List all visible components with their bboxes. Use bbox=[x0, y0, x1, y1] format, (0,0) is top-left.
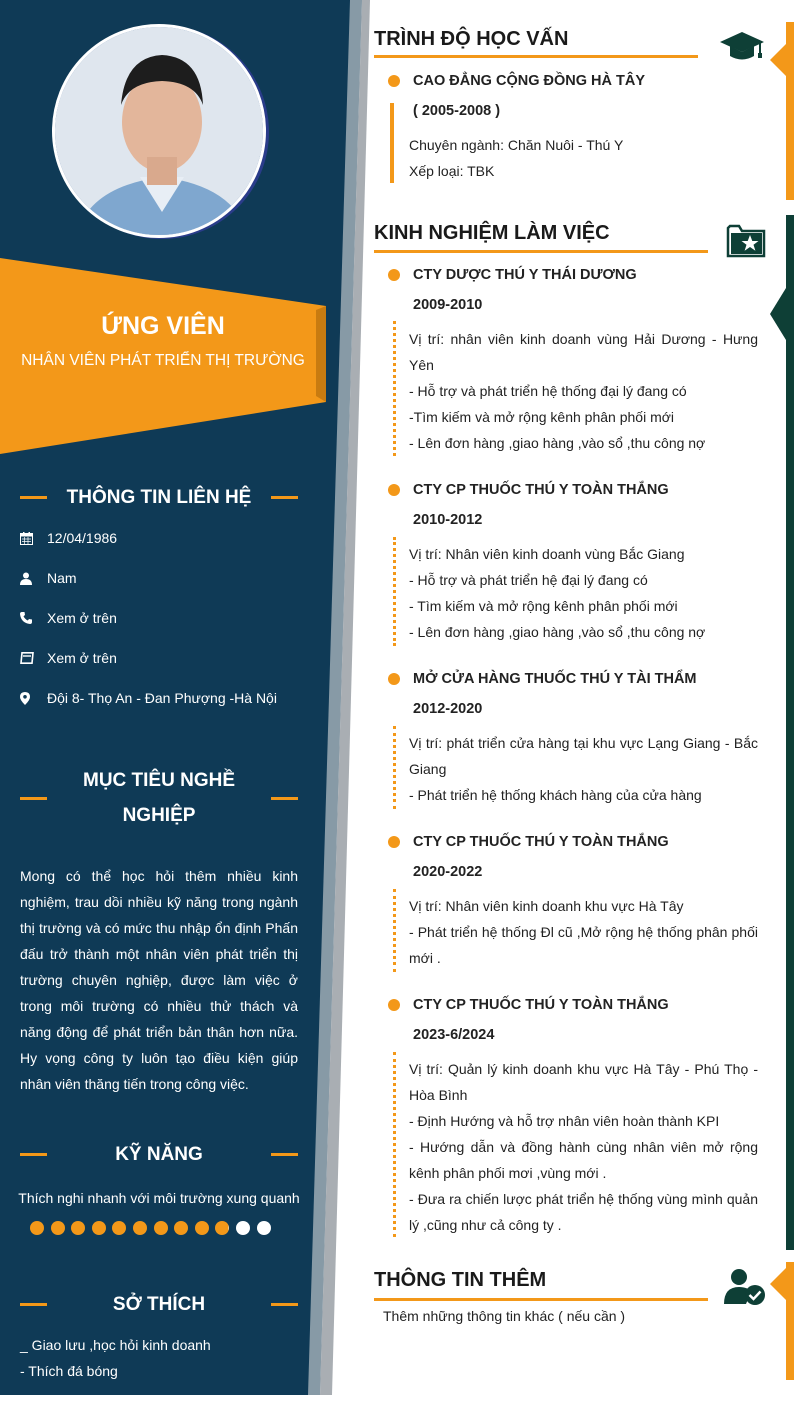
skill-item: Thích nghi nhanh với môi trường xung quanh bbox=[18, 1190, 300, 1206]
objective-title-line2: NGHIỆP bbox=[122, 805, 196, 826]
hobbies-heading bbox=[20, 1287, 298, 1322]
timeline-bullet bbox=[388, 999, 400, 1011]
job-detail-line: - Phát triển hệ thống Đl cũ ,Mở rộng hệ thống phân phối mới . bbox=[409, 924, 758, 966]
skill-dot bbox=[174, 1221, 188, 1235]
hobbies-title: SỞ THÍCH bbox=[112, 1294, 206, 1315]
calendar-icon bbox=[20, 530, 47, 546]
job-detail-line: - Lên đơn hàng ,giao hàng ,vào sổ ,thu công nợ bbox=[409, 624, 706, 640]
skill-dot bbox=[30, 1221, 44, 1235]
heading-bar-right bbox=[271, 1153, 298, 1156]
section-side-marker bbox=[770, 288, 786, 340]
contact-heading bbox=[20, 480, 298, 515]
hobby-item: _ Giao lưu ,học hỏi kinh doanh bbox=[20, 1337, 211, 1353]
extra-text: Thêm những thông tin khác ( nếu cần ) bbox=[383, 1308, 626, 1324]
job-years: 2009-2010 bbox=[413, 297, 483, 313]
extra-heading: THÔNG TIN THÊM bbox=[374, 1269, 547, 1291]
timeline-dotted-line bbox=[393, 321, 396, 456]
section-side-bar bbox=[786, 1262, 794, 1380]
map-pin-icon bbox=[20, 690, 47, 706]
objective-text: Mong có thể học hỏi thêm nhiều kinh nghiệm, trau dồi nhiều kỹ năng trong ngành thị trường và có mức thu nhập ổn định Phấn đấu trở thành một nhân viên phát triển thị trường chuyên nghiệp, được làm việc ở trong môi trường có nhiều thử thách và năng động để phát triển bản thân hơn nữa. Hy vọng công ty luôn tạo điều kiện giúp nhân viên thăng tiến trong công việc. bbox=[20, 868, 298, 1092]
heading-bar-right bbox=[271, 1303, 298, 1306]
timeline-dotted-line bbox=[393, 889, 396, 972]
job-detail-line: - Phát triển hệ thống khách hàng của cửa hàng bbox=[409, 787, 702, 803]
section-side-bar bbox=[786, 215, 794, 1250]
objective-heading bbox=[20, 763, 298, 833]
experience-heading: KINH NGHIỆM LÀM VIỆC bbox=[374, 222, 610, 244]
job-years: 2010-2012 bbox=[413, 512, 483, 528]
hobby-item: - Thích đá bóng bbox=[20, 1363, 118, 1379]
heading-underline bbox=[374, 250, 708, 253]
job-detail-line: Vị trí: phát triển cửa hàng tại khu vực Lạng Giang - Bắc Giang bbox=[409, 735, 758, 777]
job-detail-line: - Hỗ trợ và phát triển hệ đại lý đang có bbox=[409, 572, 648, 588]
timeline-bullet bbox=[388, 836, 400, 848]
timeline-bullet bbox=[388, 75, 400, 87]
user-check-icon bbox=[724, 1268, 766, 1306]
job-years: 2020-2022 bbox=[413, 864, 483, 880]
candidate-role: NHÂN VIÊN PHÁT TRIỂN THỊ TRƯỜNG bbox=[21, 352, 305, 369]
heading-bar-left bbox=[20, 1153, 47, 1156]
job-years: 2023-6/2024 bbox=[413, 1027, 495, 1043]
job-detail-line: Vị trí: nhân viên kinh doanh vùng Hải Dương - Hưng Yên bbox=[409, 331, 758, 373]
heading-bar-left bbox=[20, 797, 47, 800]
email-row bbox=[20, 650, 117, 666]
birthday-value: 12/04/1986 bbox=[47, 530, 118, 546]
education-heading: TRÌNH ĐỘ HỌC VẤN bbox=[374, 28, 569, 50]
folder-star-icon bbox=[724, 222, 766, 258]
timeline-bullet bbox=[388, 269, 400, 281]
email-icon bbox=[20, 650, 47, 666]
job-detail-line: Vị trí: Nhân viên kinh doanh vùng Bắc Giang bbox=[409, 546, 685, 562]
job-detail-line: - Định Hướng và hỗ trợ nhân viên hoàn thành KPI bbox=[409, 1113, 720, 1129]
skill-rating bbox=[30, 1221, 271, 1235]
gender-value: Nam bbox=[47, 570, 77, 586]
timeline-line bbox=[390, 103, 394, 183]
section-side-bar bbox=[786, 22, 794, 200]
contact-title: THÔNG TIN LIÊN HỆ bbox=[66, 487, 252, 508]
job-description bbox=[409, 893, 758, 971]
heading-bar-right bbox=[271, 797, 298, 800]
job-company: CTY CP THUỐC THÚ Y TOÀN THẮNG bbox=[413, 997, 669, 1013]
job-detail-line: Vị trí: Quản lý kinh doanh khu vực Hà Tây - Phú Thọ - Hòa Bình bbox=[409, 1061, 758, 1103]
job-company: CTY CP THUỐC THÚ Y TOÀN THẮNG bbox=[413, 834, 669, 850]
graduation-cap-icon bbox=[718, 30, 766, 62]
address-row bbox=[20, 690, 277, 706]
phone-icon bbox=[20, 610, 47, 626]
school-name: CAO ĐẲNG CỘNG ĐỒNG HÀ TÂY bbox=[413, 73, 645, 89]
timeline-bullet bbox=[388, 484, 400, 496]
job-company: CTY DƯỢC THÚ Y THÁI DƯƠNG bbox=[413, 267, 637, 283]
section-side-marker bbox=[770, 44, 786, 76]
gender-row bbox=[20, 570, 77, 586]
job-detail-line: - Lên đơn hàng ,giao hàng ,vào sổ ,thu công nợ bbox=[409, 435, 706, 451]
person-photo bbox=[55, 27, 266, 238]
phone-value: Xem ở trên bbox=[47, 610, 117, 626]
section-side-marker bbox=[770, 1268, 786, 1300]
skills-title: KỸ NĂNG bbox=[115, 1144, 203, 1165]
skill-dot bbox=[236, 1221, 250, 1235]
user-icon bbox=[20, 570, 47, 586]
timeline-dotted-line bbox=[393, 726, 396, 809]
job-description bbox=[409, 730, 758, 808]
timeline-dotted-line bbox=[393, 537, 396, 646]
job-years: 2012-2020 bbox=[413, 701, 483, 717]
skill-dot bbox=[51, 1221, 65, 1235]
skill-dot bbox=[112, 1221, 126, 1235]
skill-dot bbox=[195, 1221, 209, 1235]
email-value: Xem ở trên bbox=[47, 650, 117, 666]
job-detail-line: - Hỗ trợ và phát triển hệ thống đại lý đang có bbox=[409, 383, 687, 399]
skill-dot bbox=[154, 1221, 168, 1235]
phone-row bbox=[20, 610, 117, 626]
heading-bar-right bbox=[271, 496, 298, 499]
education-major: Chuyên ngành: Chăn Nuôi - Thú Y bbox=[409, 137, 624, 153]
job-description bbox=[409, 1056, 758, 1238]
heading-bar-left bbox=[20, 1303, 47, 1306]
job-description bbox=[409, 541, 758, 645]
skill-dot bbox=[215, 1221, 229, 1235]
timeline-dotted-line bbox=[393, 1052, 396, 1237]
heading-underline bbox=[374, 1298, 708, 1301]
school-years: ( 2005-2008 ) bbox=[413, 103, 501, 119]
job-detail-line: -Tìm kiếm và mở rộng kênh phân phối mới bbox=[409, 409, 675, 425]
timeline-bullet bbox=[388, 673, 400, 685]
job-company: MỞ CỬA HÀNG THUỐC THÚ Y TÀI THẨM bbox=[413, 671, 697, 687]
address-value: Đội 8- Thọ An - Đan Phượng -Hà Nội bbox=[47, 690, 277, 706]
objective-title bbox=[47, 763, 271, 833]
skill-dot bbox=[133, 1221, 147, 1235]
heading-underline bbox=[374, 55, 698, 58]
job-detail-line: - Hướng dẫn và đồng hành cùng nhân viên mở rộng kênh phân phối mơi ,vùng mới . bbox=[409, 1139, 758, 1181]
job-company: CTY CP THUỐC THÚ Y TOÀN THẮNG bbox=[413, 482, 669, 498]
skill-dot bbox=[92, 1221, 106, 1235]
candidate-name: ỨNG VIÊN bbox=[101, 312, 225, 340]
heading-bar-left bbox=[20, 496, 47, 499]
objective-title-line1: MỤC TIÊU NGHỀ bbox=[83, 770, 235, 791]
job-detail-line: - Tìm kiếm và mở rộng kênh phân phối mới bbox=[409, 598, 678, 614]
job-description bbox=[409, 326, 758, 456]
education-grade: Xếp loại: TBK bbox=[409, 163, 495, 179]
avatar bbox=[52, 24, 266, 238]
skills-heading bbox=[20, 1137, 298, 1172]
job-detail-line: Vị trí: Nhân viên kinh doanh khu vực Hà Tây bbox=[409, 898, 684, 914]
skill-dot bbox=[257, 1221, 271, 1235]
birthday-row bbox=[20, 530, 117, 546]
skill-dot bbox=[71, 1221, 85, 1235]
job-detail-line: - Đưa ra chiến lược phát triển hệ thống vùng mình quản lý ,cũng như cả công ty . bbox=[409, 1191, 758, 1233]
